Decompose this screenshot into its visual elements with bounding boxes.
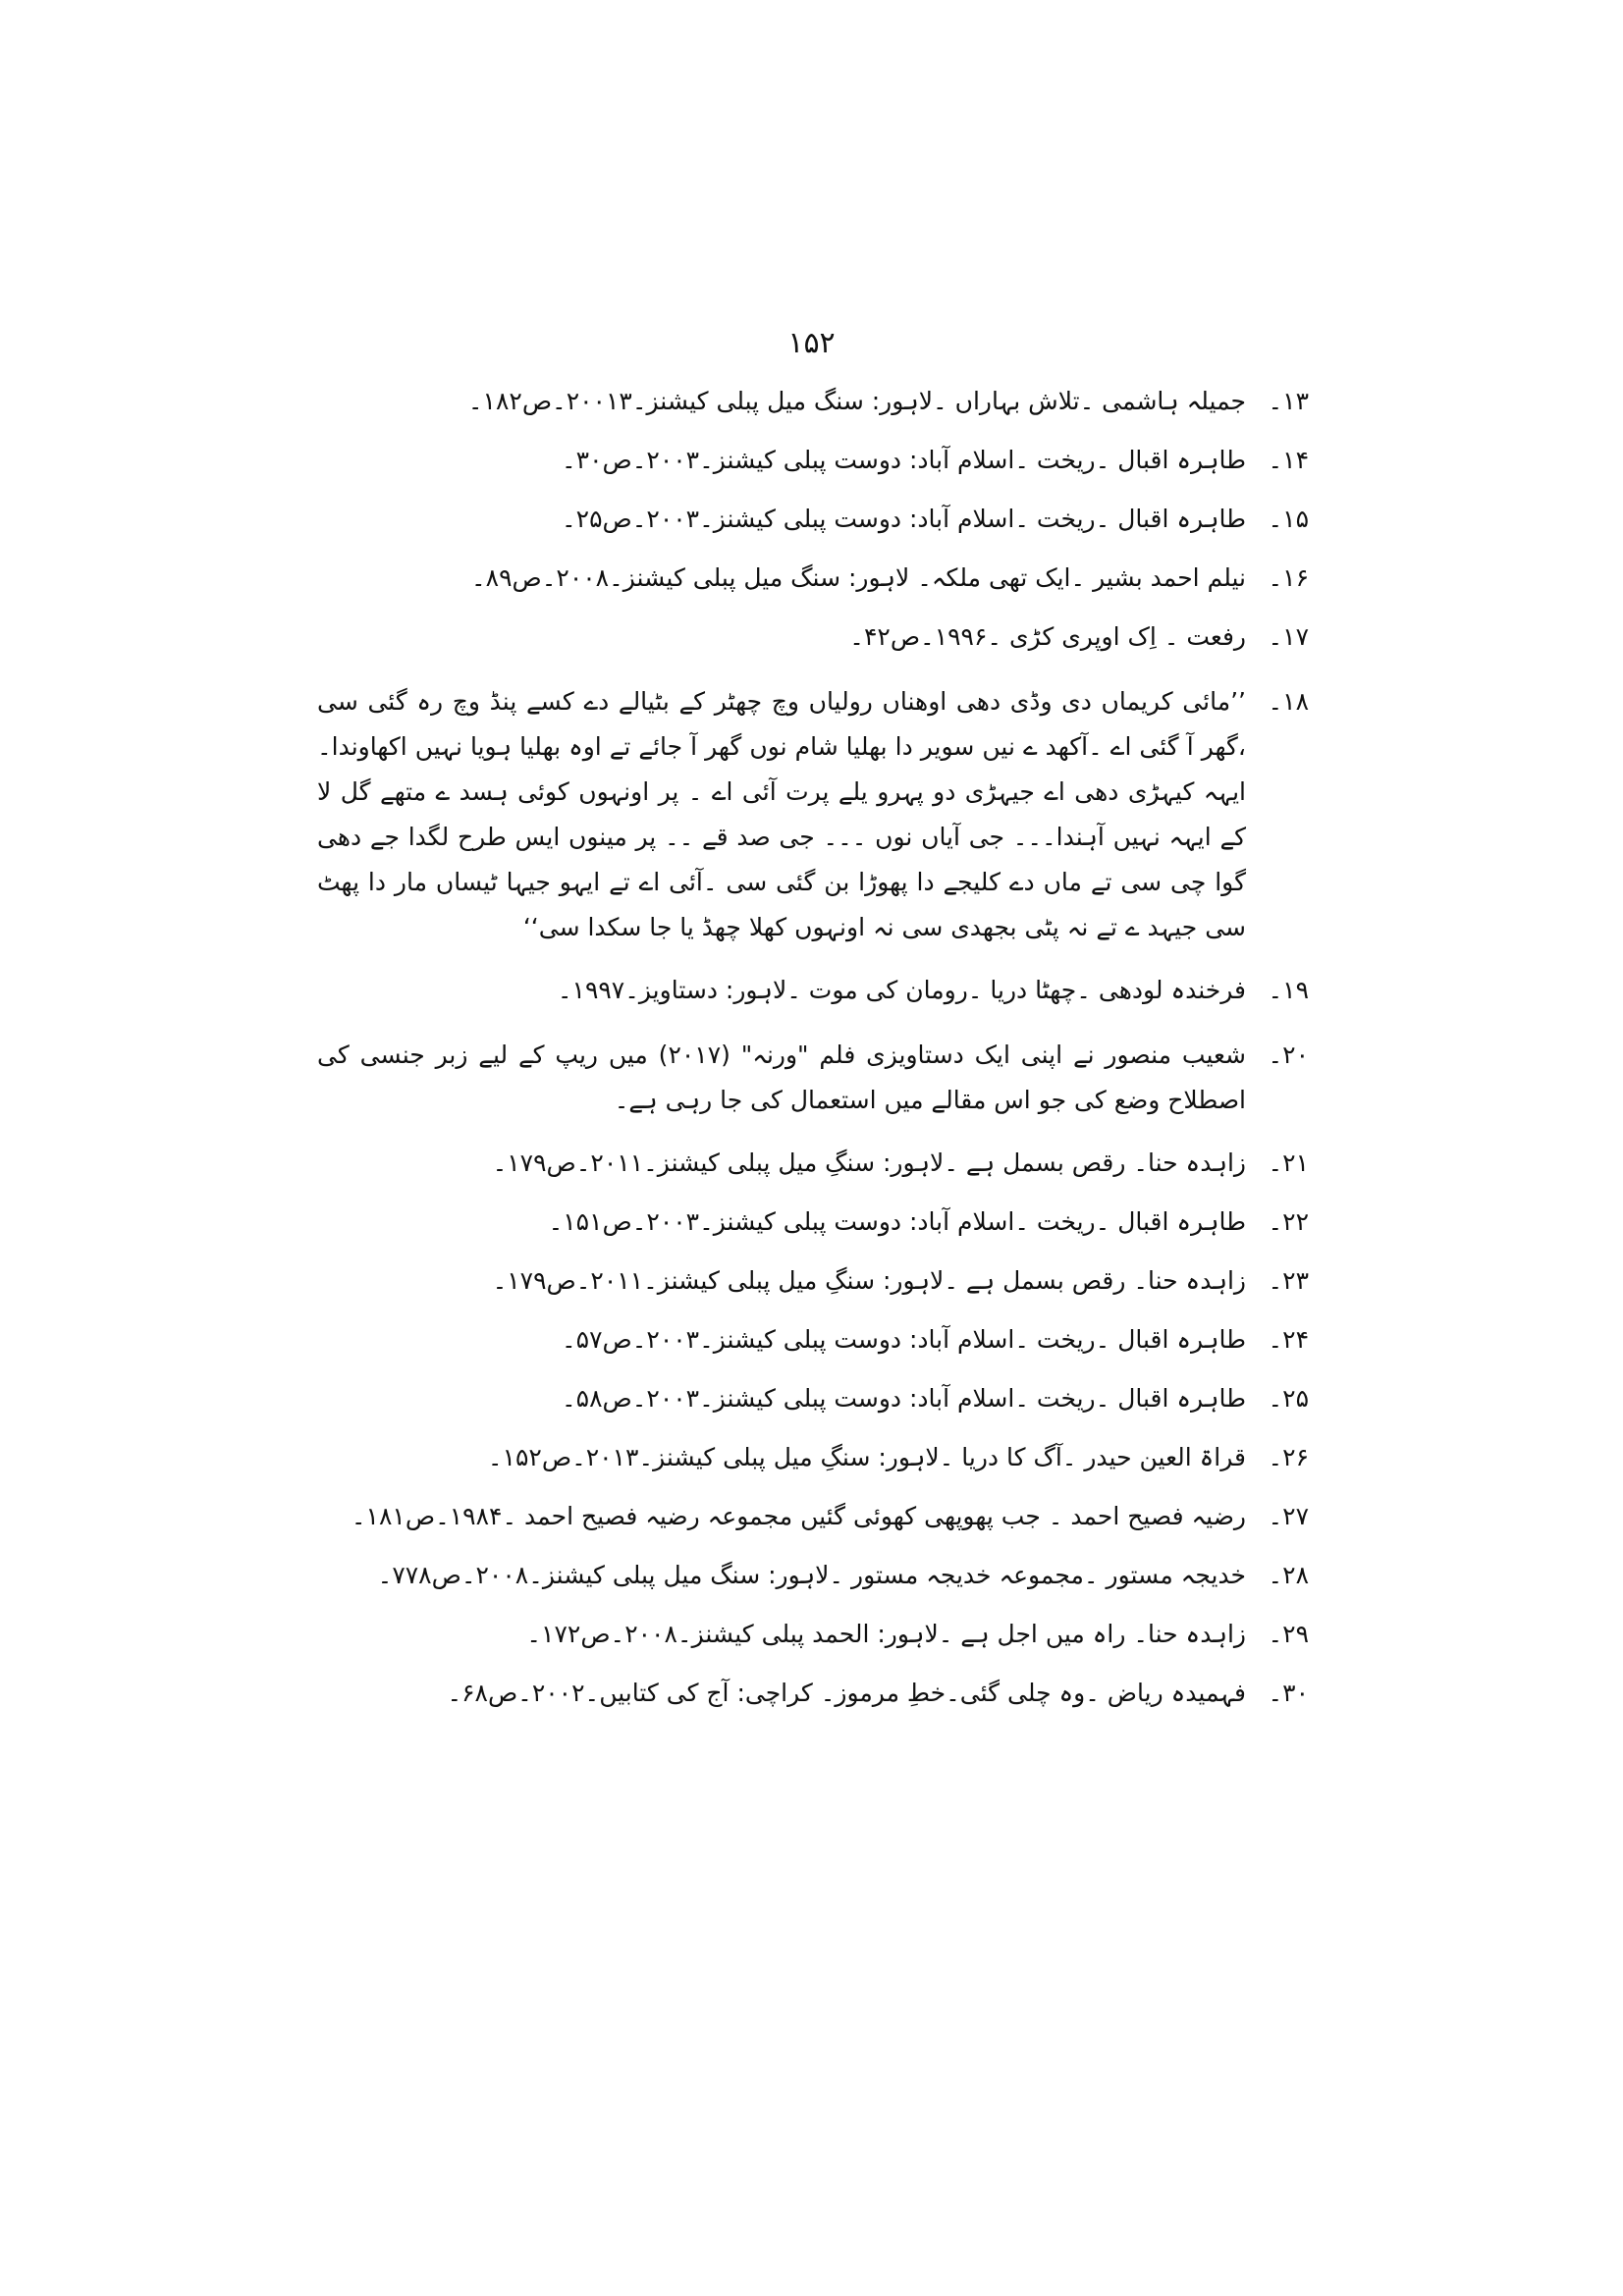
endnote-text: رفعت ۔ اِک اوپری کڑی ۔۱۹۹۶۔ص۴۲۔: [849, 622, 1246, 651]
endnote-number: ۲۲۔: [1268, 1207, 1309, 1236]
endnote-23: [317, 1264, 1309, 1297]
endnote-text: طاہرہ اقبال ۔ریخت ۔اسلام آباد: دوست پبلی کیشنز۔۲۰۰۳۔ص۲۵۔: [562, 505, 1246, 533]
endnote-20: [317, 1033, 1309, 1123]
endnote-18-quote: [317, 679, 1309, 950]
endnote-28: [317, 1559, 1309, 1591]
endnote-text: فرخندہ لودھی ۔چھٹا دریا ۔رومان کی موت ۔لاہور: دستاویز۔۱۹۹۷۔: [557, 976, 1246, 1004]
endnote-text: ’’مائی کریماں دی وڈی دھی اوھناں رولیاں وچ چھٹر کے بٹیالے دے کسے پنڈ وچ رہ گئی سی ،گھر آ گئی اے ۔آکھد ے نیں سویر دا بھلیا شام نوں گھر آ جائے تے اوہ بھلیا ہویا نہیں اکھاوندا۔ ایہہ کیہڑی دھی اے جیہڑی دو پہرو یلے پرت آئی اے ۔ پر اونہوں کوئی ہسد ے متھے گل لا کے ایہہ نہیں آہندا۔۔۔ جی آیاں نوں ۔۔۔ جی صد قے ۔۔ پر مینوں ایس طرح لگدا جے دھی گوا چی سی تے ماں دے کلیجے دا پھوڑا بن گئی سی ۔آئی اے تے ایہو جیہا ٹیساں مار دا پھٹ سی جیہد ے تے نہ پٹی بجھدی سی نہ اونہوں کھلا چھڈ یا جا سکدا سی‘‘: [317, 687, 1246, 941]
endnote-13: [317, 385, 1309, 417]
endnote-number: ۲۱۔: [1268, 1148, 1309, 1177]
endnote-text: خدیجہ مستور ۔مجموعہ خدیجہ مستور ۔لاہور: سنگ میل پبلی کیشنز۔۲۰۰۸۔ص۷۷۸۔: [377, 1561, 1246, 1589]
endnote-text: نیلم احمد بشیر ۔ایک تھی ملکہ۔ لاہور: سنگ میل پبلی کیشنز۔۲۰۰۸۔ص۸۹۔: [471, 563, 1246, 592]
endnote-16: [317, 561, 1309, 594]
endnote-number: ۱۸۔: [1268, 687, 1309, 716]
endnote-number: ۲۹۔: [1268, 1620, 1309, 1648]
endnote-text: جمیلہ ہاشمی ۔تلاش بہاراں ۔لاہور: سنگ میل پبلی کیشنز۔۲۰۰۱۳۔ص۱۸۲۔: [467, 387, 1246, 415]
endnote-text: طاہرہ اقبال ۔ریخت ۔اسلام آباد: دوست پبلی کیشنز۔۲۰۰۳۔ص۳۰۔: [562, 446, 1246, 474]
endnote-number: ۱۳۔: [1268, 387, 1309, 415]
endnote-text: زاہدہ حنا۔ رقص بسمل ہے ۔لاہور: سنگِ میل پبلی کیشنز۔۲۰۱۱۔ص۱۷۹۔: [492, 1266, 1246, 1295]
endnote-number: ۲۵۔: [1268, 1384, 1309, 1413]
endnote-text: طاہرہ اقبال ۔ریخت ۔اسلام آباد: دوست پبلی کیشنز۔۲۰۰۳۔ص۵۸۔: [562, 1384, 1246, 1413]
endnote-19: [317, 974, 1309, 1006]
endnote-number: ۲۸۔: [1268, 1561, 1309, 1589]
endnote-text: زاہدہ حنا۔ رقص بسمل ہے ۔لاہور: سنگِ میل پبلی کیشنز۔۲۰۱۱۔ص۱۷۹۔: [492, 1148, 1246, 1177]
endnote-number: ۱۷۔: [1268, 622, 1309, 651]
endnote-22: [317, 1205, 1309, 1238]
endnote-30: [317, 1677, 1309, 1709]
endnote-14: [317, 444, 1309, 476]
endnote-24: [317, 1323, 1309, 1356]
endnote-17: [317, 620, 1309, 653]
endnote-15: [317, 503, 1309, 535]
endnotes-list: [317, 385, 1309, 1735]
endnote-text: رضیہ فصیح احمد ۔ جب پھوپھی کھوئی گئیں مجموعہ رضیہ فصیح احمد ۔۱۹۸۴۔ص۱۸۱۔: [351, 1502, 1246, 1530]
endnote-text: قراۃ العین حیدر ۔آگ کا دریا ۔لاہور: سنگِ میل پبلی کیشنز۔۲۰۱۳۔ص۱۵۲۔: [487, 1443, 1246, 1471]
endnote-27: [317, 1500, 1309, 1532]
endnote-text: شعیب منصور نے اپنی ایک دستاویزی فلم "ورنہ" (۲۰۱۷) میں ریپ کے لیے زبر جنسی کی اصطلاح وضع کی جو اس مقالے میں استعمال کی جا رہی ہے۔: [317, 1041, 1246, 1114]
endnote-text: زاہدہ حنا۔ راہ میں اجل ہے ۔لاہور: الحمد پبلی کیشنز۔۲۰۰۸۔ص۱۷۲۔: [526, 1620, 1246, 1648]
endnote-number: ۱۵۔: [1268, 505, 1309, 533]
endnote-26: [317, 1441, 1309, 1473]
endnote-21: [317, 1147, 1309, 1179]
endnote-number: ۲۶۔: [1268, 1443, 1309, 1471]
endnote-text: فہمیدہ ریاض ۔وہ چلی گئی۔خطِ مرموز۔ کراچی: آج کی کتابیں۔۲۰۰۲۔ص۶۸۔: [447, 1679, 1246, 1707]
endnote-text: طاہرہ اقبال ۔ریخت ۔اسلام آباد: دوست پبلی کیشنز۔۲۰۰۳۔ص۱۵۱۔: [548, 1207, 1246, 1236]
endnote-number: ۱۹۔: [1268, 976, 1309, 1004]
endnote-number: ۲۷۔: [1268, 1502, 1309, 1530]
endnote-number: ۳۰۔: [1268, 1679, 1309, 1707]
page-number: ۱۵۲: [787, 326, 836, 360]
endnote-number: ۲۳۔: [1268, 1266, 1309, 1295]
endnote-number: ۱۴۔: [1268, 446, 1309, 474]
endnote-29: [317, 1618, 1309, 1650]
endnote-number: ۲۰۔: [1268, 1041, 1309, 1069]
endnote-number: ۲۴۔: [1268, 1325, 1309, 1354]
endnote-number: ۱۶۔: [1268, 563, 1309, 592]
endnote-25: [317, 1382, 1309, 1415]
endnote-text: طاہرہ اقبال ۔ریخت ۔اسلام آباد: دوست پبلی کیشنز۔۲۰۰۳۔ص۵۷۔: [562, 1325, 1246, 1354]
